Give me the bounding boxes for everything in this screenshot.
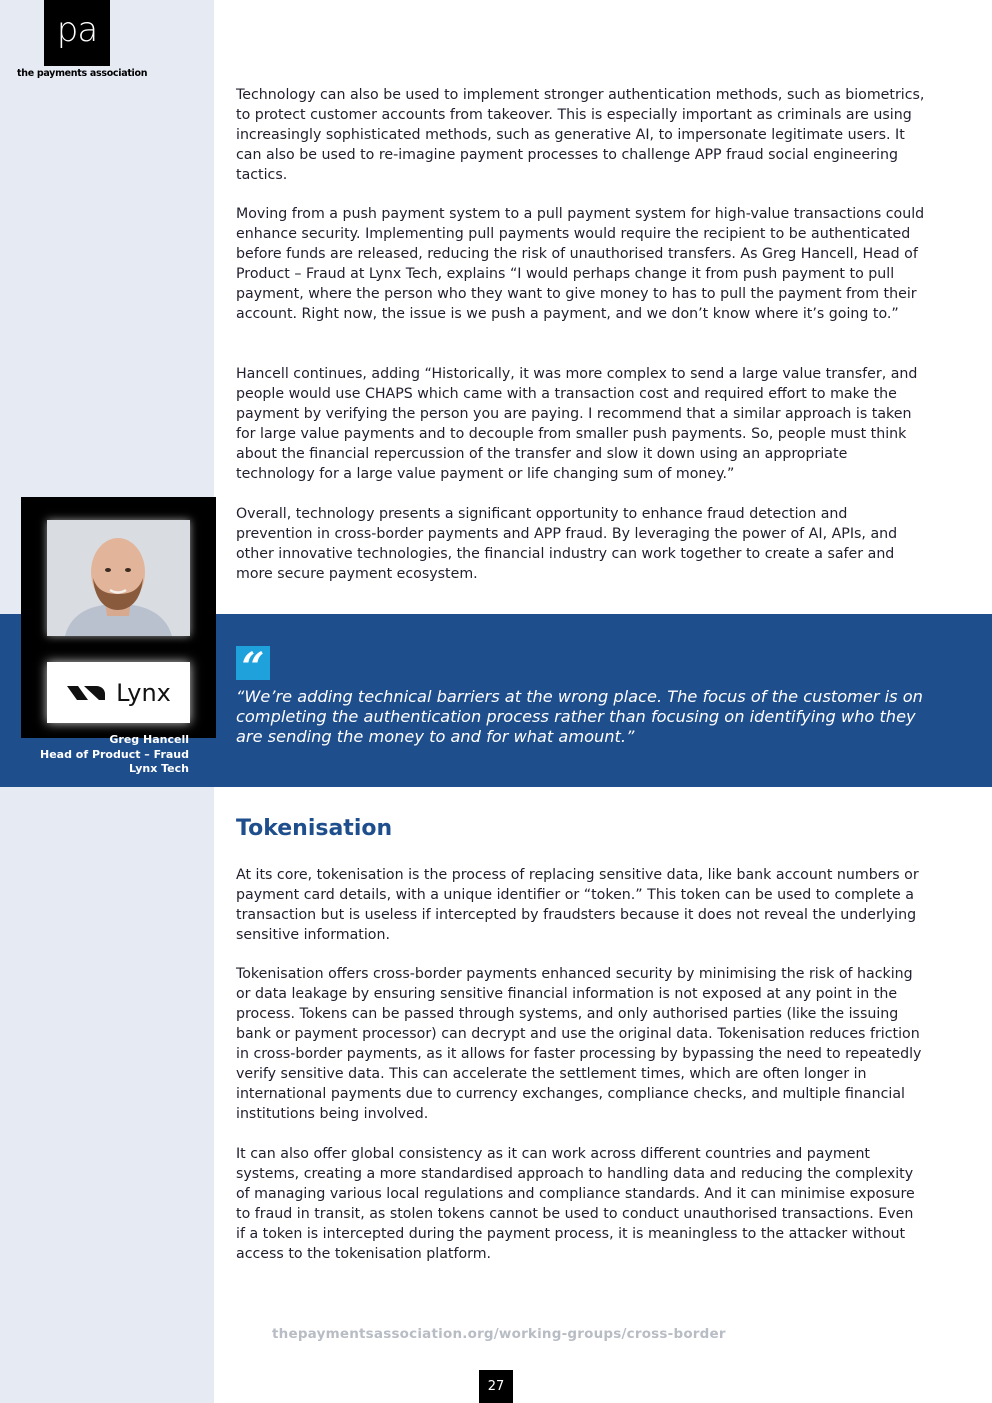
speaker-photo (47, 520, 190, 636)
lynx-logo (47, 662, 190, 723)
section-heading: Tokenisation (236, 816, 393, 841)
body-paragraph: Hancell continues, adding “Historically, it was more complex to send a large value transfer, and people would use CHAPS which came with a transaction cost and required effort to make the payment by verifying the person you are paying. I recommend that a similar approach is taken for large value payments and to decouple from smaller push payments. So, people must think about the financial repercussion of the transfer and slow it down using an appropriate technology for a large value payment or life changing sum of money.” (236, 366, 918, 482)
body-paragraph: It can also offer global consistency as it can work across different countries and payment systems, creating a more standardised approach to handling data and reducing the complexity of managing various local regulations and compliance standards. And it can minimise exposure to fraud in transit, as stolen tokens cannot be used to conduct unauthorised transactions. Even if a token is intercepted during the payment process, it is meaningless to the attacker without access to the tokenisation platform. (236, 1146, 915, 1262)
speaker-title: Head of Product – Fraud (39, 747, 189, 761)
logo-mark: pa (56, 10, 98, 50)
body-paragraph: Tokenisation offers cross-border payments enhanced security by minimising the risk of hacking or data leakage by ensuring sensitive financial information is not exposed at any point in the process. Tokens can be passed through systems, and only authorised parties (like the issuing bank or payment processor) can decrypt and use the original data. Tokenisation reduces friction in cross-border payments, as it allows for faster processing by bypassing the need to repeatedly verify sensitive data. This can accelerate the settlement times, which are often longer in international payments due to currency exchanges, compliance checks, and multiple financial institutions being involved. (236, 966, 922, 1122)
body-paragraph: Moving from a push payment system to a pull payment system for high-value transactions could enhance security. Implementing pull payments would require the recipient to be authenticated before funds are released, reducing the risk of unauthorised transfers. As Greg Hancell, Head of Product – Fraud at Lynx Tech, explains “I would perhaps change it from push payment to pull payment, where the person who they want to give money to has to pull the payment from their account. Right now, the issue is we push a payment, and we don’t know where it’s going to.” (236, 206, 925, 322)
lynx-wordmark: Lynx (116, 678, 171, 707)
body-paragraph: Overall, technology presents a significant opportunity to enhance fraud detection and prevention in cross-border payments and APP fraud. By leveraging the power of AI, APIs, and other innovative technologies, the financial industry can work together to create a safer and more secure payment ecosystem. (236, 506, 898, 582)
speaker-company: Lynx Tech (128, 762, 189, 775)
body-paragraph: Technology can also be used to implement stronger authentication methods, such as biometrics, to protect customer accounts from takeover. This is especially important as criminals are using increasingly sophisticated methods, such as generative AI, to impersonate legitimate users. It can also be used to re-imagine payment processes to challenge APP fraud social engineering tactics. (236, 87, 925, 183)
body-paragraph: At its core, tokenisation is the process of replacing sensitive data, like bank account numbers or payment card details, with a unique identifier or “token.” This token can be used to complete a transaction but is useless if intercepted by fraudsters because it does not reveal the underlying sensitive information. (236, 867, 919, 943)
logo-caption: the payments association (17, 68, 148, 79)
speaker-card (21, 497, 216, 738)
quote-mark-glyph: “ (241, 646, 265, 680)
pull-quote: “We’re adding technical barriers at the wrong place. The focus of the customer is on completing the authentication process rather than focusing on identifying who they are sending the money to and for what amount.” (236, 687, 923, 746)
speaker-caption (40, 733, 189, 777)
payments-association-logo[interactable] (44, 0, 110, 66)
footer-link[interactable]: thepaymentsassociation.org/working-groups/cross-border (272, 1326, 726, 1342)
speaker-portrait-icon (47, 520, 190, 636)
lynx-mark-icon (66, 682, 106, 704)
page-number: 27 (479, 1370, 513, 1403)
quote-icon (236, 646, 270, 680)
speaker-name: Greg Hancell (109, 733, 189, 746)
